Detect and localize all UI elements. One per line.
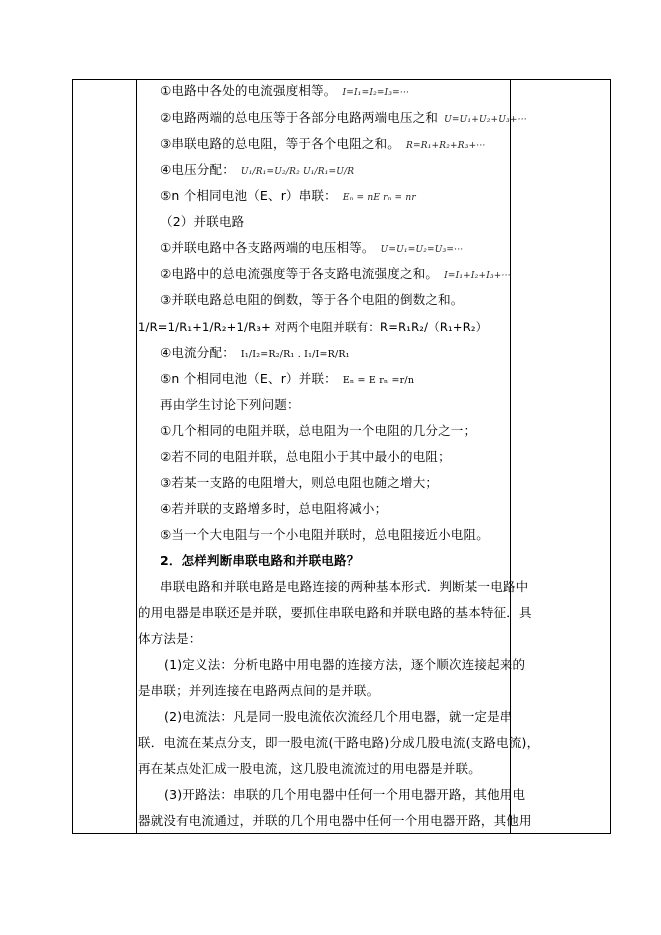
- parallel-rule-1: ①并联电路中各支路两端的电压相等。 U=U₁=U₂=U₃=···: [160, 240, 464, 255]
- discussion-item-1: ①几个相同的电阻并联，总电阻为一个电阻的几分之一；: [160, 423, 477, 438]
- paragraph-line: 再在某点处汇成一股电流，这几股电流流过的用电器是并联。: [138, 761, 481, 776]
- paragraph-line: 器就没有电流通过，并联的几个用电器中任何一个用电器开路，其他用: [138, 813, 532, 828]
- method-open-circuit: (3)开路法：串联的几个用电器中任何一个用电器开路，其他用电: [164, 787, 526, 802]
- parallel-resistance-formula: 1/R=1/R₁+1/R₂+1/R₃+ 对两个电阻并联有：R=R₁R₂/（R₁+R₂）: [138, 320, 488, 334]
- method-current: (2)电流法：凡是同一股电流依次流经几个用电器，就一定是串: [164, 709, 513, 724]
- series-rule-1: ①电路中各处的电流强度相等。 I=I₁=I₂=I₃=···: [160, 83, 410, 98]
- paragraph-line: 联．电流在某点分支，即一股电流(干路电路)分成几股电流(支路电流)，: [138, 735, 540, 750]
- section-heading-2: 2．怎样判断串联电路和并联电路？: [160, 553, 360, 568]
- parallel-rule-3: ③并联电路总电阻的倒数，等于各个电阻的倒数之和。: [160, 292, 464, 307]
- paragraph-line: 是串联；并列连接在电路两点间的是并联。: [138, 683, 380, 698]
- series-rule-2: ②电路两端的总电压等于各部分电路两端电压之和 U=U₁+U₂+U₃+···: [160, 110, 527, 125]
- paragraph-line: 体方法是：: [138, 631, 202, 646]
- discussion-item-4: ④若并联的支路增多时，总电阻将减小；: [160, 501, 388, 516]
- series-rule-5: ⑤n 个相同电池（E、r）串联： Eₙ = nE rₙ = nr: [160, 188, 416, 203]
- method-definition: (1)定义法：分析电路中用电器的连接方法，逐个顺次连接起来的: [164, 657, 526, 672]
- parallel-rule-5: ⑤n 个相同电池（E、r）并联： Eₙ = E rₙ =r/n: [160, 371, 415, 386]
- discussion-item-2: ②若不同的电阻并联，总电阻小于其中最小的电阻；: [160, 449, 451, 464]
- parallel-rule-4: ④电流分配： I₁/I₂=R₂/R₁ . I₁/I=R/R₁: [160, 345, 350, 360]
- discussion-item-5: ⑤当一个大电阻与一个小电阻并联时，总电阻接近小电阻。: [160, 527, 489, 542]
- parallel-heading: （2）并联电路: [160, 214, 245, 229]
- paragraph-line: 的用电器是串联还是并联，要抓住串联电路和并联电路的基本特征．具: [138, 605, 532, 620]
- discussion-intro: 再由学生讨论下列问题：: [160, 397, 300, 412]
- parallel-rule-2: ②电路中的总电流强度等于各支路电流强度之和。 I=I₁+I₂+I₃+···: [160, 266, 511, 281]
- series-rule-3: ③串联电路的总电阻，等于各个电阻之和。 R=R₁+R₂+R₃+···: [160, 136, 486, 151]
- paragraph-line: 串联电路和并联电路是电路连接的两种基本形式．判断某一电路中: [160, 579, 529, 594]
- series-rule-4: ④电压分配： U₁/R₁=U₂/R₂ U₁/R₁=U/R: [160, 162, 355, 177]
- discussion-item-3: ③若某一支路的电阻增大，则总电阻也随之增大；: [160, 475, 439, 490]
